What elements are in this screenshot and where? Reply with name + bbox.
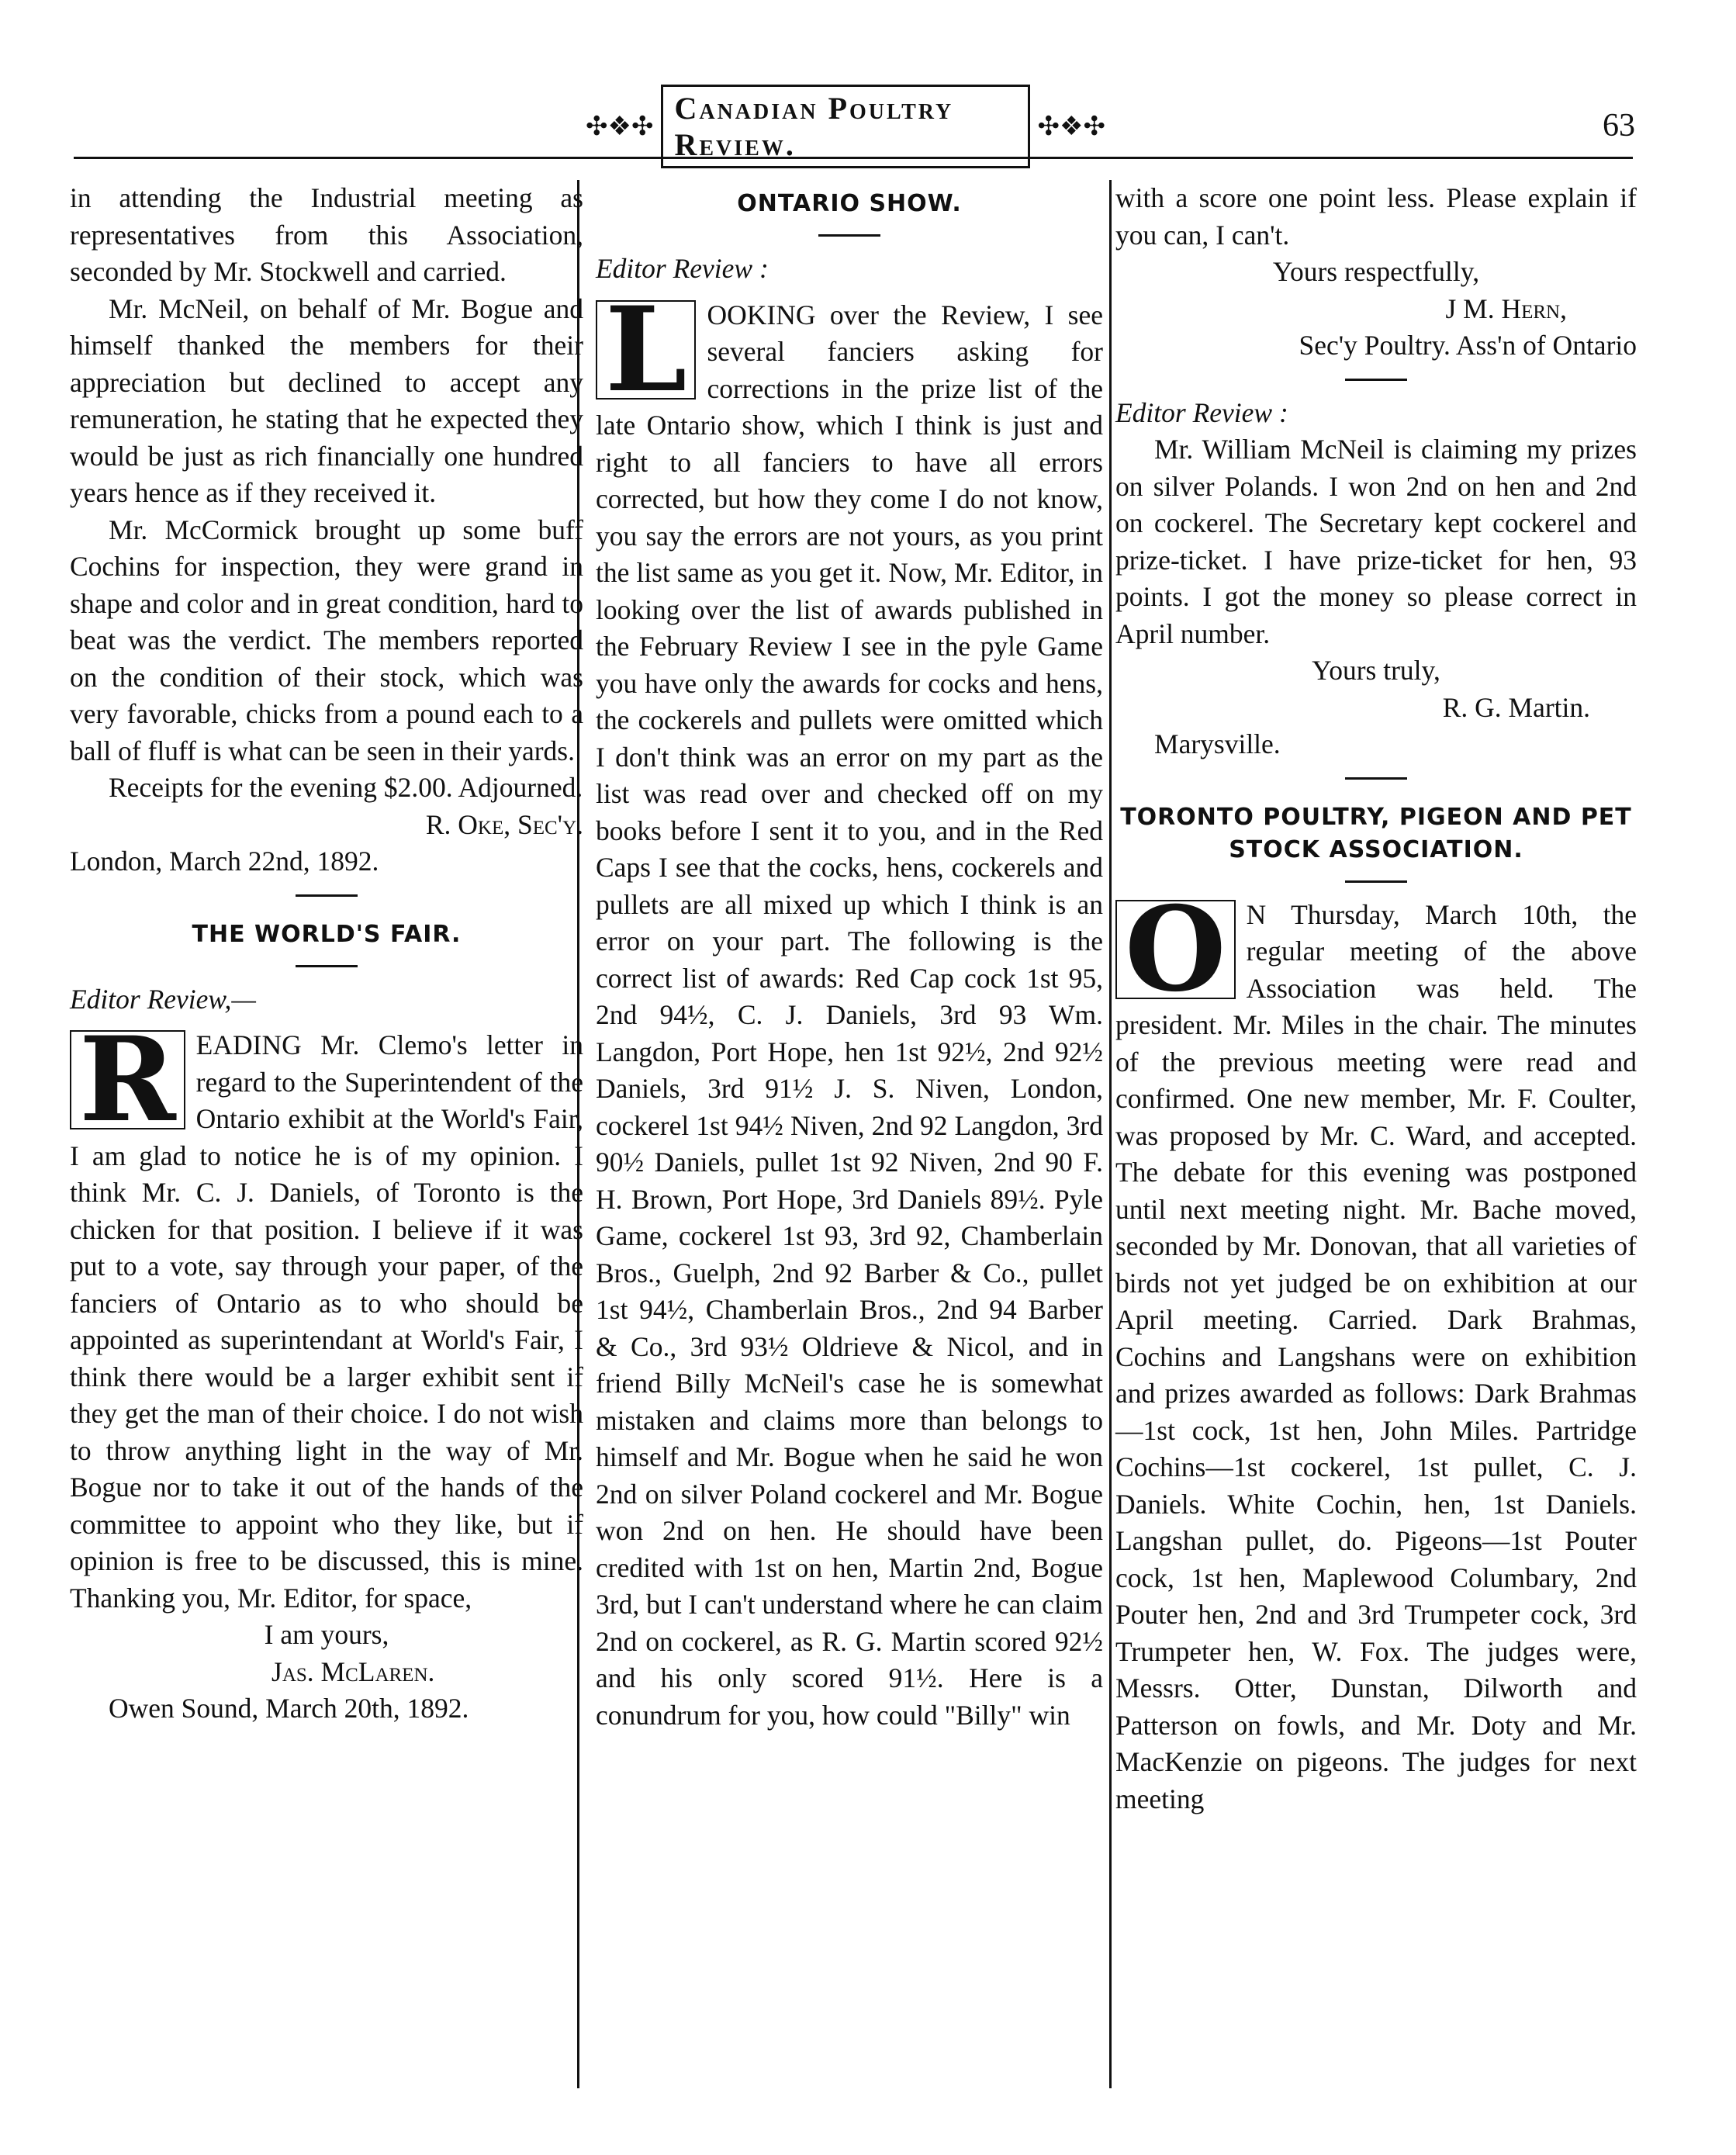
place: Marysville. <box>1154 728 1281 759</box>
page-header <box>0 92 1736 161</box>
separator <box>1345 777 1407 780</box>
paragraph: Mr. McNeil, on behalf of Mr. Bogue and himself thanked the members for their appreciation but declined to accept any remuneration, he stating that he expected they would be just as rich financially one hundred years hence as if they received it. <box>70 292 583 508</box>
signature: R. Oke, Sec'y. <box>425 808 583 840</box>
salutation: Editor Review,— <box>70 983 256 1015</box>
drop-cap: L <box>596 300 696 400</box>
salutation: Editor Review : <box>596 253 769 284</box>
paragraph-with-drop-cap <box>1115 880 1637 1818</box>
column-divider-2 <box>1109 180 1112 2088</box>
article-heading: TORONTO POULTRY, PIGEON AND PET STOCK ASSOCIATION. <box>1120 803 1632 863</box>
ornament-right-icon: ✣❖✣ <box>1037 112 1105 141</box>
drop-cap: O <box>1115 900 1236 999</box>
signature: R. G. Martin. <box>1442 691 1590 723</box>
paragraph: Mr. William McNeil is claiming my prizes on silver Polands. I won 2nd on hen and 2nd on cockerel. The Secretary kept cockerel and prize-ticket. I have prize-ticket for hen, 93 points. I got the money so please correct in April number. <box>1115 434 1637 649</box>
paragraph: Mr. McCormick brought up some buff Cochins for inspection, they were grand in shape and color and in great condition, hard to beat was the verdict. The members reported on the condition of their stock, which was very favorable, chicks from a pound each to a ball of fluff is what can be seen in their yards. <box>70 514 583 766</box>
article-heading: THE WORLD'S FAIR. <box>192 920 462 948</box>
separator <box>296 894 358 897</box>
column-2 <box>596 180 1103 1734</box>
paragraph-with-drop-cap <box>596 281 1104 1735</box>
paragraph: in attending the Industrial meeting as representatives from this Association, seconded by Mr. Stockwell and carried. <box>70 182 583 287</box>
salutation: Editor Review : <box>1115 396 1288 428</box>
closing: Yours truly, <box>1312 655 1440 686</box>
signature: J M. Hern, <box>1445 292 1567 324</box>
paragraph: Receipts for the evening $2.00. Adjourned. <box>109 772 583 803</box>
separator <box>1345 880 1407 883</box>
drop-cap: R <box>70 1030 185 1129</box>
column-1 <box>70 180 583 1728</box>
column-3 <box>1115 180 1637 1818</box>
paragraph: with a score one point less. Please explain if you can, I can't. <box>1115 182 1637 251</box>
paragraph-text: N Thursday, March 10th, the regular meeting of the above Association was held. The president. Mr. Miles in the chair. The minutes of the previous meeting were read and confirmed. One new member, Mr. F. Coulter, was proposed by Mr. C. Ward, and accepted. The debate for this evening was postponed until next meeting night. Mr. Bache moved, seconded by Mr. Donovan, that all varieties of birds not yet judged be on exhibition at our April meeting. Carried. Dark Brahmas, Cochins and Langshans were on exhibition and prizes awarded as follows: Dark Brahmas—1st cock, 1st hen, John Miles. Partridge Cochins—1st cockerel, 1st pullet, C. J. Daniels. White Cochin, hen, 1st Daniels. Langshan pullet, do. Pigeons—1st Pouter cock, 1st hen, Maplewood Columbary, 2nd Pouter hen, 2nd and 3rd Trumpeter cock, 3rd Trumpeter hen, W. Fox. The judges were, Messrs. Otter, Dunstan, Dilworth and Patterson on fowls, and Mr. Doty and Mr. MacKenzie on pigeons. The judges for next meeting <box>1115 898 1637 1814</box>
paragraph-with-drop-cap <box>70 1012 583 1617</box>
paragraph-text: OOKING over the Review, I see several fanciers asking for corrections in the prize list of the late Ontario show, which I think is just and right to all fanciers to have all errors corrected, but how they come I do not know, you say the errors are not yours, as you print the list same as you get it. Now, Mr. Editor, in looking over the list of awards published in the February Review I see in the pyle Game you have only the awards for cocks and hens, the cockerels and pullets were omitted which I don't think was an error on my part as the list was read over and checked off on my books before I sent it to you, and in the Red Caps I see that the cocks, hens, cockerels and pullets are all mixed up which I think is an error on your part. The following is the correct list of awards: Red Cap cock 1st 95, 2nd 94½, C. J. Daniels, 3rd 93 Wm. Langdon, Port Hope, hen 1st 92½, 2nd 92½ Daniels, 3rd 91½ J. S. Niven, London, cockerel 1st 94½ Niven, 2nd 92 Langdon, 3rd 90½ Daniels, pullet 1st 92 Niven, 2nd 90 F. H. Brown, Port Hope, 3rd Daniels 89½. Pyle Game, cockerel 1st 93, 3rd 92, Chamberlain Bros., Guelph, 2nd 92 Barber & Co., pullet 1st 94½, Chamberlain Bros., 2nd 94 Barber & Co., 3rd 93½ Oldrieve & Nicol, and in friend Billy McNeil's case he is somewhat mistaken and claims more than belongs to himself and Mr. Bogue when he said he won 2nd on silver Poland cockerel and Mr. Bogue won 2nd on hen. He should have been credited with 1st on hen, Martin 2nd, Bogue 3rd, but I can't understand where he can claim 2nd on cockerel, as R. G. Martin scored 92½ and his only scored 91½. Here is a conundrum for you, how could "Billy" win <box>596 299 1104 1731</box>
dateline: London, March 22nd, 1892. <box>70 846 379 877</box>
closing: Yours respectfully, <box>1272 256 1480 287</box>
paragraph-text: EADING Mr. Clemo's letter in regard to the Superintendent of the Ontario exhibit at the World's Fair, I am glad to notice he is of my opinion. I think Mr. C. J. Daniels, of Toronto is the chicken for that position. I believe if it was put to a vote, say through your paper, of the fanciers of Ontario as to who should be appointed as superintendant at World's Fair, I think there would be a larger exhibit sent if they get the man of their choice. I do not wish to throw anything light in the way of Mr. Bogue nor to take it out of the hands of the committee to appoint who they like, but if opinion is free to be discussed, this is mine. Thanking you, Mr. Editor, for space, <box>70 1029 583 1614</box>
header-rule <box>74 157 1633 159</box>
ornament-left-icon: ✣❖✣ <box>586 112 654 141</box>
separator <box>818 234 880 237</box>
dateline: Owen Sound, March 20th, 1892. <box>109 1693 469 1724</box>
masthead-title: Canadian Poultry Review. <box>661 85 1029 168</box>
signature: Jas. McLaren. <box>271 1655 435 1687</box>
article-heading: ONTARIO SHOW. <box>737 190 962 217</box>
separator <box>1345 379 1407 381</box>
closing: I am yours, <box>264 1619 389 1650</box>
separator <box>296 965 358 967</box>
signature-title: Sec'y Poultry. Ass'n of Ontario <box>1299 330 1637 361</box>
masthead <box>578 91 1113 162</box>
page-number: 63 <box>1603 108 1635 144</box>
